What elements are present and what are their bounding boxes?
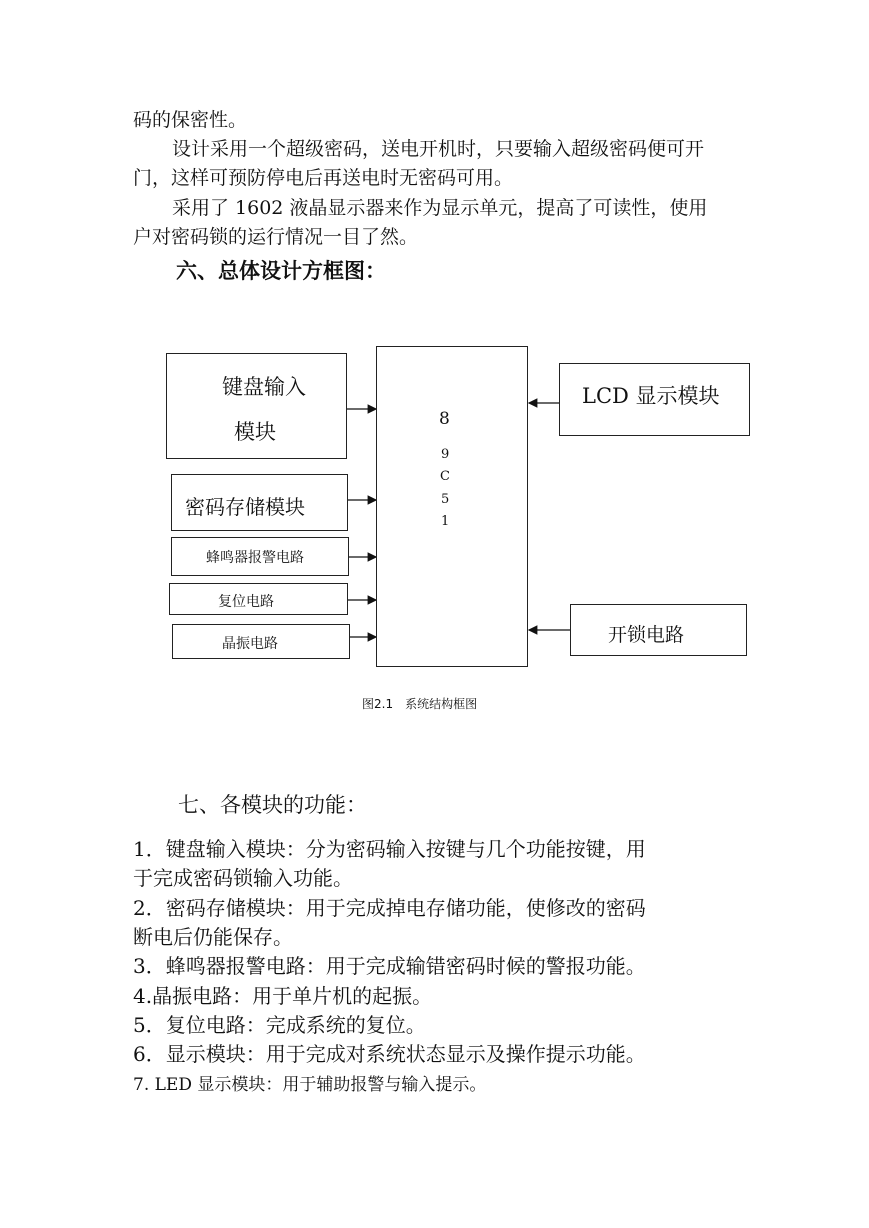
storage-label: 密码存储模块 — [185, 495, 305, 519]
intro-line-5: 户对密码锁的运行情况一目了然。 — [133, 226, 419, 248]
mcu-label-char-5: 1 — [441, 514, 450, 529]
function-item-3: 3．蜂鸣器报警电路：用于完成输错密码时候的警报功能。 — [133, 954, 646, 978]
keyboard-label-line-1: 键盘输入 — [222, 375, 306, 399]
function-item-7: 7. LED 显示模块：用于辅助报警与输入提示。 — [133, 1075, 487, 1095]
figure-caption: 图2.1 系统结构框图 — [362, 697, 478, 711]
intro-line-2: 设计采用一个超级密码，送电开机时，只要输入超级密码便可开 — [172, 138, 705, 160]
reset-circuit-block — [169, 583, 348, 615]
lcd-label: LCD 显示模块 — [582, 384, 720, 408]
function-item-5: 5．复位电路：完成系统的复位。 — [133, 1013, 426, 1037]
buzzer-label: 蜂鸣器报警电路 — [206, 550, 304, 566]
intro-line-1: 码的保密性。 — [133, 109, 248, 131]
intro-line-4: 采用了 1602 液晶显示器来作为显示单元，提高了可读性，使用 — [172, 197, 708, 219]
mcu-label-char-2: 9 — [441, 447, 450, 462]
mcu-label-char-4: 5 — [441, 492, 450, 507]
function-item-6: 6．显示模块：用于完成对系统状态显示及操作提示功能。 — [133, 1042, 646, 1066]
mcu-label-char-1: 8 — [439, 409, 450, 429]
mcu-label-char-3: C — [440, 469, 450, 484]
lcd-display-block — [559, 363, 750, 436]
keyboard-input-block — [166, 353, 347, 459]
function-item-2-line-2: 断电后仍能保存。 — [133, 925, 293, 949]
function-item-4: 4.晶振电路：用于单片机的起振。 — [133, 984, 433, 1008]
section-7-heading: 七、各模块的功能： — [178, 793, 367, 817]
function-item-1-line-2: 于完成密码锁输入功能。 — [133, 866, 353, 890]
unlock-circuit-block — [570, 604, 747, 656]
reset-label: 复位电路 — [218, 594, 274, 610]
unlock-label: 开锁电路 — [608, 624, 685, 646]
intro-line-3: 门，这样可预防停电后再送电时无密码可用。 — [133, 167, 514, 189]
function-item-1-line-1: 1．键盘输入模块：分为密码输入按键与几个功能按键，用 — [133, 837, 646, 861]
section-6-heading: 六、总体设计方框图： — [176, 259, 386, 283]
keyboard-label-line-2: 模块 — [234, 420, 276, 444]
mcu-89c51-block — [376, 346, 528, 667]
crystal-oscillator-block — [172, 624, 350, 659]
buzzer-alarm-block — [171, 537, 349, 576]
function-item-2-line-1: 2．密码存储模块：用于完成掉电存储功能，使修改的密码 — [133, 896, 646, 920]
crystal-label: 晶振电路 — [222, 636, 278, 652]
password-storage-block — [171, 474, 348, 531]
